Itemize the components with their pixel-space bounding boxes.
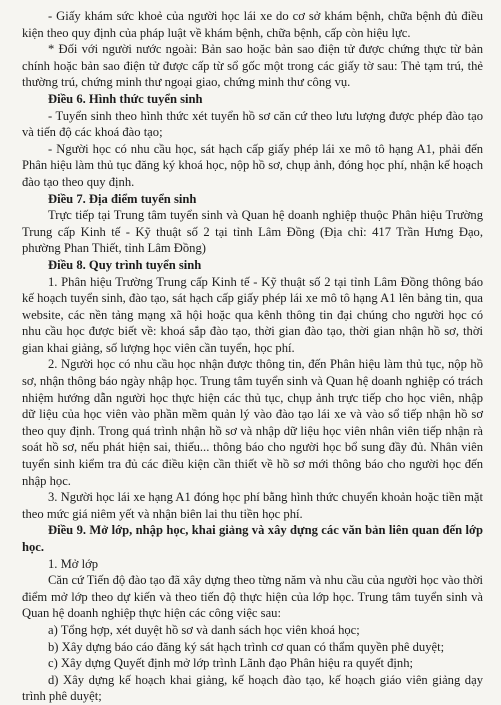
- list-item-c: c) Xây dựng Quyết định mở lớp trình Lãnh đạo Phân hiệu ra quyết định;: [48, 656, 414, 671]
- paragraph-foreigners: * Đối với người nước ngoài: Bản sao hoặc bản sao điện tử được chứng thực từ bản chính hoặc bản sao điện tử được cấp từ sổ gốc một trong các giấy tờ sau: Thẻ tạm trú, thẻ thường trú, chứng minh thư ngoại giao, chứng minh thư công vụ.: [22, 42, 483, 90]
- paragraph-article-8-item-3: 3. Người học lái xe hạng A1 đóng học phí bằng hình thức chuyển khoản hoặc tiền mặt theo mức giá niêm yết và nhận biên lai thu tiền học phí.: [22, 490, 483, 521]
- paragraph-health-certificate: - Giấy khám sức khoẻ của người học lái xe do cơ sở khám bệnh, chữa bệnh đủ điều kiện theo quy định của pháp luật về khám bệnh, chữa bệnh, cấp còn hiệu lực.: [22, 9, 483, 40]
- paragraph-article-9-open-class: 1. Mở lớp: [48, 556, 99, 571]
- list-item-a: a) Tổng hợp, xét duyệt hồ sơ và danh sách học viên khoá học;: [48, 622, 360, 637]
- heading-article-6: Điều 6. Hình thức tuyển sinh: [48, 91, 203, 106]
- heading-article-7: Điều 7. Địa điểm tuyển sinh: [48, 191, 197, 206]
- paragraph-article-6-item-2: - Người học có nhu cầu học, sát hạch cấp giấy phép lái xe mô tô hạng A1, phải đến Phân hiệu làm thủ tục đăng ký khoá học, nộp hồ sơ, chụp ảnh, đóng học phí, nhận kế hoạch đào tạo theo quy định.: [22, 141, 483, 189]
- heading-article-9: Điều 9. Mở lớp, nhập học, khai giảng và xây dựng các văn bản liên quan đến lớp học.: [22, 523, 483, 554]
- list-item-b: b) Xây dựng báo cáo đăng ký sát hạch trình cơ quan có thẩm quyền phê duyệt;: [48, 639, 445, 654]
- list-item-d: d) Xây dựng kế hoạch khai giảng, kế hoạch đào tạo, kế hoạch giáo viên giảng dạy trình phê duyệt;: [22, 672, 483, 704]
- paragraph-article-8-item-1: 1. Phân hiệu Trường Trung cấp Kinh tế - Kỹ thuật số 2 tại tỉnh Lâm Đồng thông báo kế hoạch tuyển sinh, đào tạo, sát hạch cấp giấy phép lái xe mô tô hạng A1 lên bảng tin, qua website, các nền tảng mạng xã hội hoặc qua kênh thông tin đại chúng cho người học có nhu cầu học được biết về: khoá sắp đào tạo, thời gian đào tạo, thời gian nhận hồ sơ, thời gian khai giảng, số lượng học viên cần tuyển, học phí.: [22, 274, 483, 355]
- paragraph-article-8-item-2: 2. Người học có nhu cầu học nhận được thông tin, đến Phân hiệu làm thủ tục, nộp hồ sơ, nhận thông báo ngày nhập học. Trung tâm tuyển sinh và Quan hệ doanh nghiệp có trách nhiệm hướng dẫn người học thực hiện các thủ tục, chụp ảnh trực tiếp cho học viên, nhập dữ liệu của học viên vào phần mềm quản lý vào đào tạo lái xe và vào sổ tiếp nhận hồ sơ theo quy định. Trong quá trình nhận hồ sơ và nhập dữ liệu học viên nhân viên tiếp nhận rà soát hồ sơ, nếu phát hiện sai, thiếu... thông báo cho người học bổ sung đầy đủ. Nhân viên tuyển sinh kiểm tra đủ các điều kiện cần thiết về hồ sơ mới thông báo cho người học đến nhập học.: [22, 357, 483, 488]
- heading-article-8: Điều 8. Quy trình tuyển sinh: [48, 257, 202, 272]
- paragraph-article-7-address: Trực tiếp tại Trung tâm tuyển sinh và Quan hệ doanh nghiệp thuộc Phân hiệu Trường Trung cấp Kinh tế - Kỹ thuật số 2 tại tỉnh Lâm Đồng (Địa chỉ: 417 Trần Hưng Đạo, phường Phan Thiết, tỉnh Lâm Đồng): [22, 208, 483, 256]
- paragraph-article-6-item-1: - Tuyển sinh theo hình thức xét tuyển hồ sơ căn cứ theo lưu lượng được phép đào tạo và tiến độ các khoá đào tạo;: [22, 108, 483, 140]
- paragraph-article-9-basis: Căn cứ Tiến độ đào tạo đã xây dựng theo từng năm và nhu cầu của người học vào thời điểm mở lớp theo dự kiến và theo tiến độ thực hiện của lớp học. Trung tâm tuyển sinh và Quan hệ doanh nghiệp thực hiện các công việc sau:: [22, 573, 483, 621]
